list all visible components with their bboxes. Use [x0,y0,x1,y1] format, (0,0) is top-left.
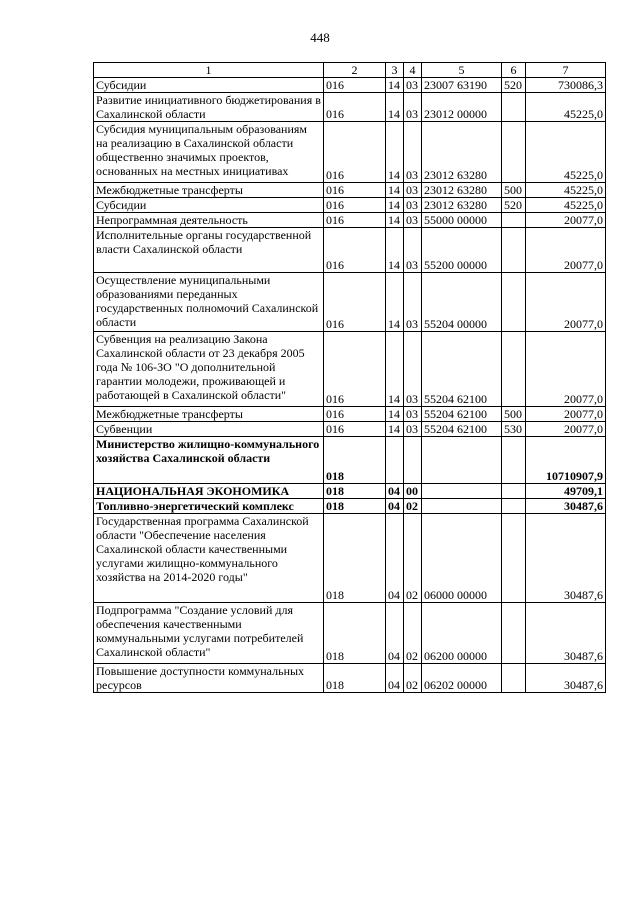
section-code: 04 [386,603,404,664]
expense-type-code: 520 [502,78,526,93]
target-article-code: 55204 62100 [422,407,502,422]
subsection-code: 03 [404,198,422,213]
amount: 45225,0 [526,122,606,183]
table-row [94,437,606,484]
expense-type-code [502,514,526,603]
section-code: 14 [386,407,404,422]
amount: 30487,6 [526,603,606,664]
column-header: 6 [502,63,526,78]
amount: 45225,0 [526,198,606,213]
ministry-code: 016 [324,213,386,228]
expense-type-code [502,484,526,499]
ministry-code: 016 [324,93,386,122]
amount: 20077,0 [526,273,606,332]
table-row [94,228,606,273]
expense-type-code [502,499,526,514]
subsection-code: 03 [404,183,422,198]
item-name: Государственная программа Сахалинской области "Обеспечение населения Сахалинской области качественными услугами жилищно-коммунального хозяйства на 2014-2020 годы" [94,514,324,603]
subsection-code: 02 [404,603,422,664]
amount: 30487,6 [526,514,606,603]
item-name: Развитие инициативного бюджетирования в Сахалинской области [94,93,324,122]
ministry-code: 016 [324,198,386,213]
amount: 20077,0 [526,213,606,228]
section-code: 14 [386,228,404,273]
budget-table-body [94,63,606,693]
amount: 45225,0 [526,183,606,198]
item-name: Осуществление муниципальными образованиями переданных государственных полномочий Сахалинской области [94,273,324,332]
expense-type-code: 500 [502,183,526,198]
amount: 45225,0 [526,93,606,122]
subsection-code: 03 [404,78,422,93]
target-article-code: 23012 63280 [422,183,502,198]
expense-type-code [502,332,526,407]
table-row [94,422,606,437]
table-row [94,78,606,93]
item-name: Субсидии [94,198,324,213]
target-article-code: 23012 63280 [422,122,502,183]
section-code: 14 [386,183,404,198]
column-header: 1 [94,63,324,78]
expense-type-code: 520 [502,198,526,213]
table-row [94,484,606,499]
table-row [94,499,606,514]
expense-type-code [502,437,526,484]
target-article-code: 23012 00000 [422,93,502,122]
item-name: Министерство жилищно-коммунального хозяйства Сахалинской области [94,437,324,484]
amount: 20077,0 [526,407,606,422]
item-name: Межбюджетные трансферты [94,407,324,422]
table-row [94,93,606,122]
amount: 20077,0 [526,332,606,407]
section-code: 04 [386,514,404,603]
target-article-code: 55204 62100 [422,332,502,407]
target-article-code [422,484,502,499]
amount: 30487,6 [526,499,606,514]
item-name: Исполнительные органы государственной власти Сахалинской области [94,228,324,273]
ministry-code: 016 [324,228,386,273]
amount: 49709,1 [526,484,606,499]
ministry-code: 018 [324,603,386,664]
ministry-code: 018 [324,437,386,484]
subsection-code: 03 [404,422,422,437]
target-article-code [422,499,502,514]
target-article-code: 55204 00000 [422,273,502,332]
target-article-code: 55204 62100 [422,422,502,437]
column-header: 4 [404,63,422,78]
ministry-code: 016 [324,273,386,332]
section-code: 14 [386,422,404,437]
ministry-code: 016 [324,78,386,93]
expense-type-code [502,213,526,228]
ministry-code: 018 [324,499,386,514]
table-row [94,603,606,664]
expense-type-code [502,664,526,693]
table-row [94,664,606,693]
target-article-code: 06200 00000 [422,603,502,664]
subsection-code: 02 [404,499,422,514]
expense-type-code [502,273,526,332]
expense-type-code [502,603,526,664]
section-code [386,437,404,484]
section-code: 14 [386,93,404,122]
target-article-code: 55000 00000 [422,213,502,228]
item-name: Межбюджетные трансферты [94,183,324,198]
column-header: 7 [526,63,606,78]
column-header: 3 [386,63,404,78]
subsection-code: 02 [404,664,422,693]
expense-type-code: 530 [502,422,526,437]
target-article-code [422,437,502,484]
amount: 30487,6 [526,664,606,693]
ministry-code: 016 [324,332,386,407]
table-row [94,514,606,603]
subsection-code: 00 [404,484,422,499]
ministry-code: 016 [324,407,386,422]
table-row [94,332,606,407]
section-code: 04 [386,664,404,693]
table-row [94,213,606,228]
section-code: 14 [386,122,404,183]
subsection-code [404,437,422,484]
subsection-code: 03 [404,213,422,228]
subsection-code: 02 [404,514,422,603]
table-row [94,407,606,422]
ministry-code: 018 [324,484,386,499]
item-name: Субвенции [94,422,324,437]
page-number: 448 [310,30,330,45]
item-name: Подпрограмма "Создание условий для обеспечения качественными коммунальными услугами потребителей Сахалинской области" [94,603,324,664]
ministry-code: 016 [324,183,386,198]
section-code: 14 [386,332,404,407]
expense-type-code: 500 [502,407,526,422]
target-article-code: 06000 00000 [422,514,502,603]
target-article-code: 55200 00000 [422,228,502,273]
ministry-code: 018 [324,514,386,603]
section-code: 14 [386,273,404,332]
target-article-code: 23012 63280 [422,198,502,213]
item-name: Субсидия муниципальным образованиям на реализацию в Сахалинской области общественно значимых проектов, основанных на местных инициативах [94,122,324,183]
subsection-code: 03 [404,122,422,183]
item-name: Непрограммная деятельность [94,213,324,228]
subsection-code: 03 [404,93,422,122]
item-name: Повышение доступности коммунальных ресурсов [94,664,324,693]
amount: 730086,3 [526,78,606,93]
table-row [94,198,606,213]
column-header: 2 [324,63,386,78]
table-row [94,183,606,198]
item-name: Топливно-энергетический комплекс [94,499,324,514]
column-number-row [94,63,606,78]
budget-table [93,62,606,693]
table-row [94,122,606,183]
amount: 20077,0 [526,228,606,273]
table-row [94,273,606,332]
ministry-code: 016 [324,422,386,437]
subsection-code: 03 [404,332,422,407]
expense-type-code [502,122,526,183]
target-article-code: 06202 00000 [422,664,502,693]
item-name: Субсидии [94,78,324,93]
section-code: 14 [386,213,404,228]
subsection-code: 03 [404,407,422,422]
section-code: 04 [386,499,404,514]
ministry-code: 018 [324,664,386,693]
section-code: 04 [386,484,404,499]
expense-type-code [502,228,526,273]
expense-type-code [502,93,526,122]
amount: 20077,0 [526,422,606,437]
target-article-code: 23007 63190 [422,78,502,93]
item-name: НАЦИОНАЛЬНАЯ ЭКОНОМИКА [94,484,324,499]
section-code: 14 [386,78,404,93]
subsection-code: 03 [404,273,422,332]
ministry-code: 016 [324,122,386,183]
amount: 10710907,9 [526,437,606,484]
column-header: 5 [422,63,502,78]
item-name: Субвенция на реализацию Закона Сахалинской области от 23 декабря 2005 года № 106-ЗО "О дополнительной гарантии молодежи, проживающей и работающей в Сахалинской области" [94,332,324,407]
section-code: 14 [386,198,404,213]
subsection-code: 03 [404,228,422,273]
